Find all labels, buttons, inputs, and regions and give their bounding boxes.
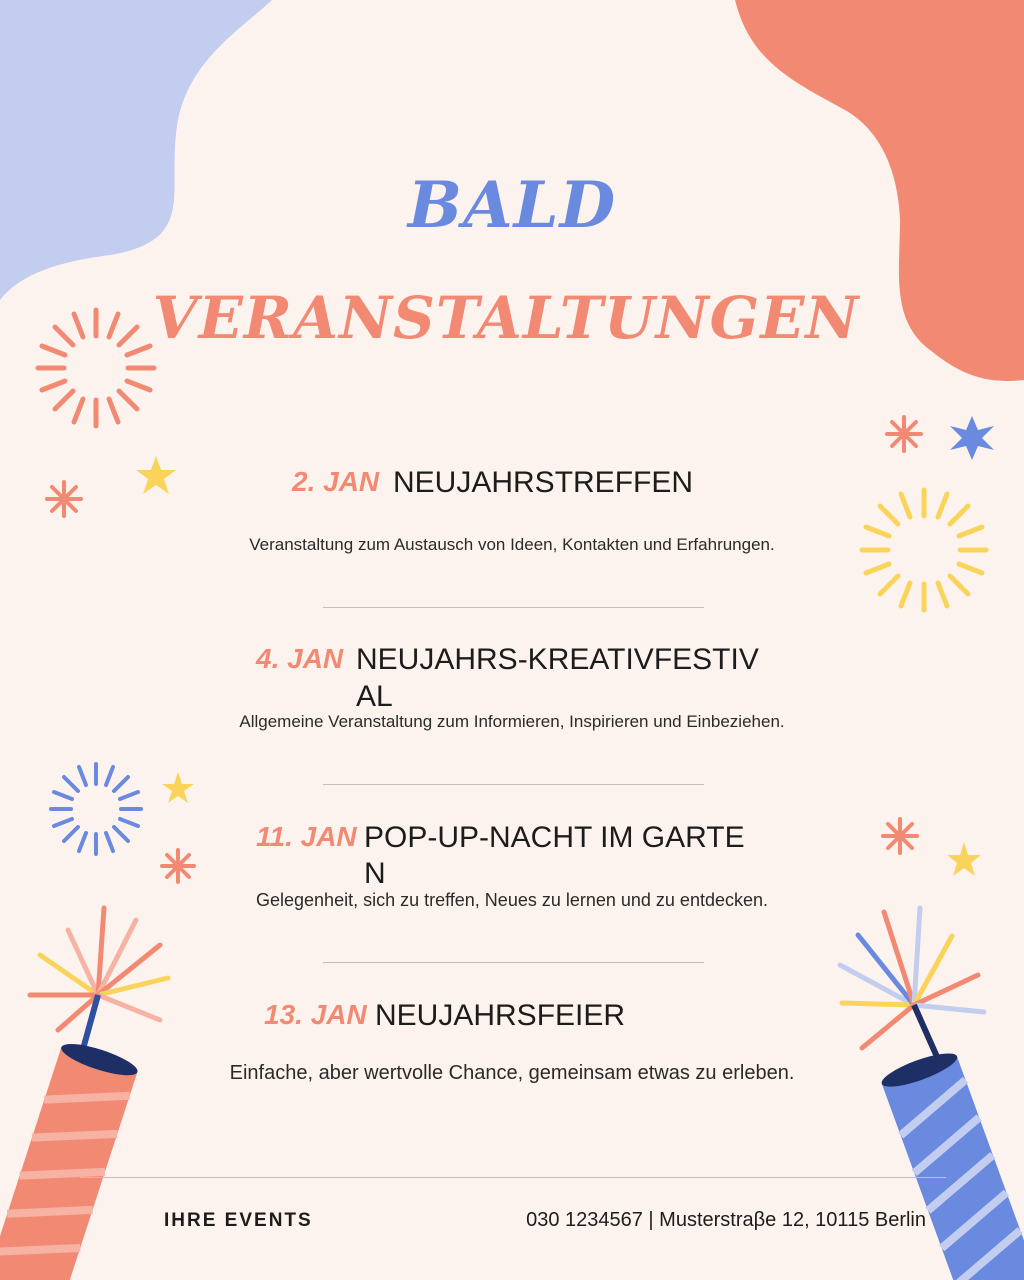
event-name-line-1: NEUJAHRS-KREATIVFESTIV bbox=[356, 643, 759, 676]
event-date: 11. JAN bbox=[256, 821, 357, 852]
title-line-2: VERANSTALTUNGEN bbox=[152, 284, 860, 352]
event-name: NEUJAHRSTREFFEN bbox=[393, 466, 694, 499]
blue-blob bbox=[0, 0, 272, 300]
blue-burst-icon bbox=[51, 764, 141, 854]
title-line-1: BALD bbox=[407, 168, 617, 243]
event-date: 2. JAN bbox=[292, 466, 380, 497]
event-name-line-2: N bbox=[364, 857, 386, 890]
event-date: 13. JAN bbox=[264, 999, 367, 1030]
footer-divider bbox=[80, 1177, 946, 1178]
event-name-line-1: POP-UP-NACHT IM GARTE bbox=[364, 821, 745, 854]
footer-contact: 030 1234567 | Musterstraβe 12, 10115 Berlin bbox=[526, 1209, 926, 1231]
event-description: Einfache, aber wertvolle Chance, gemeinsam etwas zu erleben. bbox=[229, 1062, 795, 1084]
divider bbox=[323, 962, 704, 963]
event-description: Veranstaltung zum Austausch von Ideen, Kontakten und Erfahrungen. bbox=[249, 535, 775, 554]
blue-spark-icon bbox=[950, 416, 994, 460]
divider bbox=[323, 784, 704, 785]
divider bbox=[323, 607, 704, 608]
event-date: 4. JAN bbox=[256, 643, 344, 674]
event-description: Allgemeine Veranstaltung zum Informieren, Inspirieren und Einbeziehen. bbox=[239, 712, 785, 731]
event-description: Gelegenheit, sich zu treffen, Neues zu lernen und zu entdecken. bbox=[256, 890, 768, 910]
event-name: NEUJAHRSFEIER bbox=[375, 999, 626, 1032]
footer-brand: IHRE EVENTS bbox=[164, 1210, 313, 1231]
event-name-line-2: AL bbox=[356, 680, 393, 713]
left-firework-rocket-icon bbox=[0, 908, 168, 1280]
